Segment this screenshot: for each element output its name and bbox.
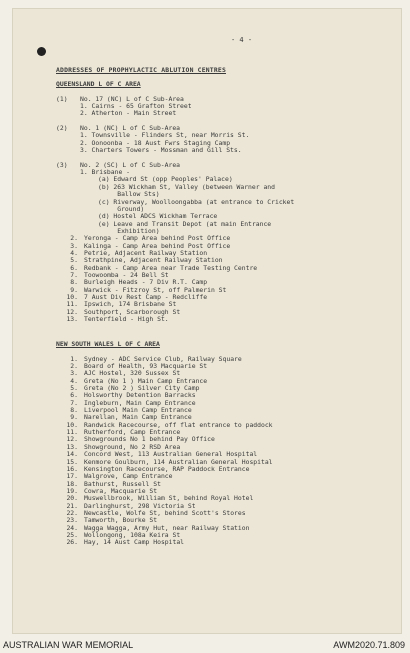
list-item: 11. Ipswich, 174 Brisbane St: [66, 300, 177, 309]
list-item: 1. Townsville - Flinders St, near Morris St.: [80, 131, 250, 140]
list-item: 1. Brisbane -: [80, 168, 131, 177]
list-item: 7. Toowoomba - 24 Bell St: [70, 270, 169, 279]
queensland-section: [56, 81, 294, 323]
sub-item: (a) Edward St (opp Peoples' Palace): [98, 175, 233, 184]
document-page: [12, 8, 402, 634]
list-item: 24. Wagga Wagga, Army Hut, near Railway Station: [66, 523, 250, 532]
footer-accession-number: AWM2020.71.809: [333, 640, 405, 650]
sub-item: (e) Leave and Transit Depot (at main Entrance: [98, 219, 272, 228]
list-item: 12. Southport, Scarborough St: [66, 307, 181, 316]
list-item: 13. Showground, No 2 RSD Area: [66, 442, 181, 451]
list-item: 10. 7 Aust Div Rest Camp - Redcliffe: [66, 292, 208, 301]
list-item: 1. Sydney - ADC Service Club, Railway Square: [70, 354, 242, 363]
list-item: 4. Greta (No 1 ) Main Camp Entrance: [70, 376, 208, 385]
list-item: 21. Darlinghurst, 298 Victoria St: [66, 501, 196, 510]
footer-credit: AUSTRALIAN WAR MEMORIAL: [3, 640, 134, 650]
list-item: 4. Petrie, Adjacent Railway Station: [70, 248, 208, 257]
list-item: 14. Concord West, 113 Australian General Hospital: [66, 450, 258, 459]
sub-item: Ballow Sts): [98, 190, 160, 199]
list-item: 15. Kenmore Goulburn, 114 Australian General Hospital: [66, 457, 273, 466]
sub-item: (c) Riverway, Woolloongabba (at entrance to Cricket: [98, 197, 295, 206]
nsw-heading: NEW SOUTH WALES L OF C AREA: [56, 340, 160, 348]
list-item: 1. Cairns - 65 Grafton Street: [80, 102, 192, 111]
nsw-section: [56, 341, 273, 547]
nsw-list: [56, 356, 273, 547]
document-title: ADDRESSES OF PROPHYLACTIC ABLUTION CENTRES: [56, 66, 226, 74]
list-item: 12. Showgrounds No 1 behind Pay Office: [66, 435, 215, 444]
sub-item: (b) 263 Wickham St, Valley (between Warner and: [98, 182, 275, 191]
list-item: 2. Oonoonba - 18 Aust Fwrs Staging Camp: [80, 138, 231, 147]
list-item: 8. Liverpool Main Camp Entrance: [70, 406, 192, 415]
list-item: 8. Burleigh Heads - 7 Div R.T. Camp: [70, 278, 208, 287]
list-item: 3. AJC Hostel, 320 Sussex St: [70, 369, 181, 378]
list-item: 9. Narellan, Main Camp Entrance: [70, 413, 192, 422]
list-item: 2. Board of Health, 93 Macquarie St: [70, 362, 208, 371]
list-item: 17. Walgrove, Camp Entrance: [66, 472, 173, 481]
punch-hole: [37, 47, 46, 56]
qld-group2-head: (2) No. 1 (NC) L of C Sub-Area: [56, 124, 181, 133]
list-item: 3. Charters Towers - Mossman and Gill Sts.: [80, 146, 242, 155]
list-item: 22. Newcastle, Wolfe St, behind Scott's Stores: [66, 508, 246, 517]
list-item: 19. Cowra, Macquarie St: [66, 486, 158, 495]
list-item: 5. Greta (No 2 ) Silver City Camp: [70, 384, 200, 393]
list-item: 6. Holsworthy Detention Barracks: [70, 391, 196, 400]
qld-group3-list: [56, 235, 294, 323]
queensland-heading: QUEENSLAND L OF C AREA: [56, 80, 141, 88]
list-item: 16. Kensington Racecourse, RAP Paddock Entrance: [66, 464, 250, 473]
page-number: - 4 -: [231, 36, 253, 44]
list-item: 11. Rutherford, Camp Entrance: [66, 428, 181, 437]
list-item: 23. Tamworth, Bourke St: [66, 516, 158, 525]
qld-group1-head: (1) No. 17 (NC) L of C Sub-Area: [56, 94, 184, 103]
sub-item: Ground): [98, 204, 145, 213]
list-item: 7. Ingleburn, Main Camp Entrance: [70, 398, 196, 407]
sub-item: Exhibition): [98, 226, 160, 235]
list-item: 20. Muswellbrook, William St, behind Royal Hotel: [66, 494, 254, 503]
list-item: 3. Kalinga - Camp Area behind Post Office: [70, 241, 231, 250]
list-item: 5. Strathpine, Adjacent Railway Station: [70, 256, 223, 265]
list-item: 25. Wollongong, 108a Keira St: [66, 530, 181, 539]
footer: [0, 637, 410, 653]
list-item: 13. Tenterfield - High St.: [66, 315, 169, 323]
list-item: 10. Randwick Racecourse, off flat entrance to paddock: [66, 420, 273, 429]
list-item: 2. Yeronga - Camp Area behind Post Office: [70, 234, 231, 243]
list-item: 9. Warwick - Fitzroy St, off Palmerin St: [70, 285, 227, 294]
list-item: 18. Bathurst, Russell St: [66, 479, 161, 488]
qld-group3-head: (3) No. 2 (SC) L of C Sub-Area: [56, 160, 181, 169]
list-item: 26. Hay, 14 Aust Camp Hospital: [66, 538, 185, 547]
list-item: 6. Redbank - Camp Area near Trade Testing Centre: [70, 263, 258, 272]
sub-item: (d) Hostel ADCS Wickham Terrace: [98, 212, 218, 221]
list-item: 2. Atherton - Main Street: [80, 109, 177, 118]
